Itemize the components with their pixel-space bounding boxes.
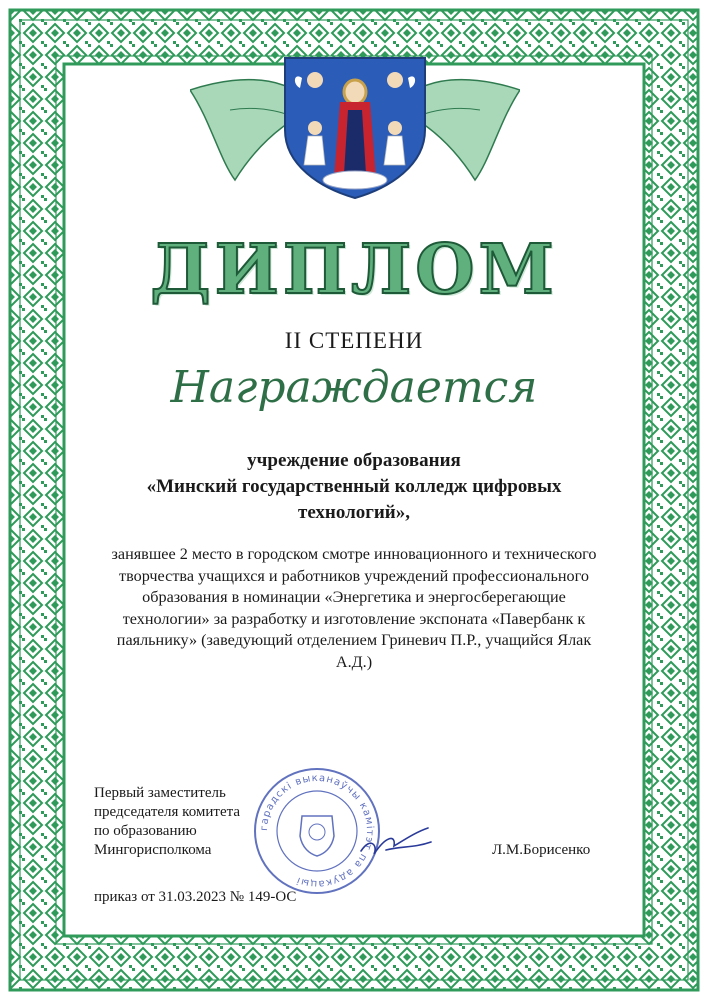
signatory-position-line: председателя комитета [94, 804, 241, 820]
city-coat-of-arms [190, 50, 520, 200]
signatory-position-line: Мингорисполкома [94, 842, 212, 858]
institution-name [100, 448, 608, 526]
stamp-text: гарадскі выканаўчы камітэт па адукацыі [258, 772, 376, 890]
signatory-position-line: по образованию [94, 823, 197, 839]
institution-line: «Минский государственный колледж цифровых [146, 476, 562, 497]
award-description: занявшее 2 место в городском смотре инновационного и технического творчества учащихся и работников учреждений профессионального образования в номинации «Энергетика и энергосберегающие технологии» за разработку и изготовление экспоната «Павербанк к паяльнику» (заведующий отделением Гриневич П.Р., учащийся Ялак А.Д.) [111, 545, 597, 671]
handwritten-signature [356, 816, 436, 866]
signatory-position-line: Первый заместитель [94, 785, 226, 801]
signatory-name: Л.М.Борисенко [492, 842, 591, 858]
awarded-heading: Награждается [170, 362, 538, 413]
order-reference: приказ от 31.03.2023 № 149-ОС [94, 889, 297, 905]
diploma-title: ДИПЛОМ [150, 230, 558, 310]
diploma-degree: II СТЕПЕНИ [284, 328, 424, 353]
signatory-position [94, 784, 294, 860]
institution-line: технологий», [297, 502, 410, 523]
institution-line: учреждение образования [247, 450, 461, 471]
